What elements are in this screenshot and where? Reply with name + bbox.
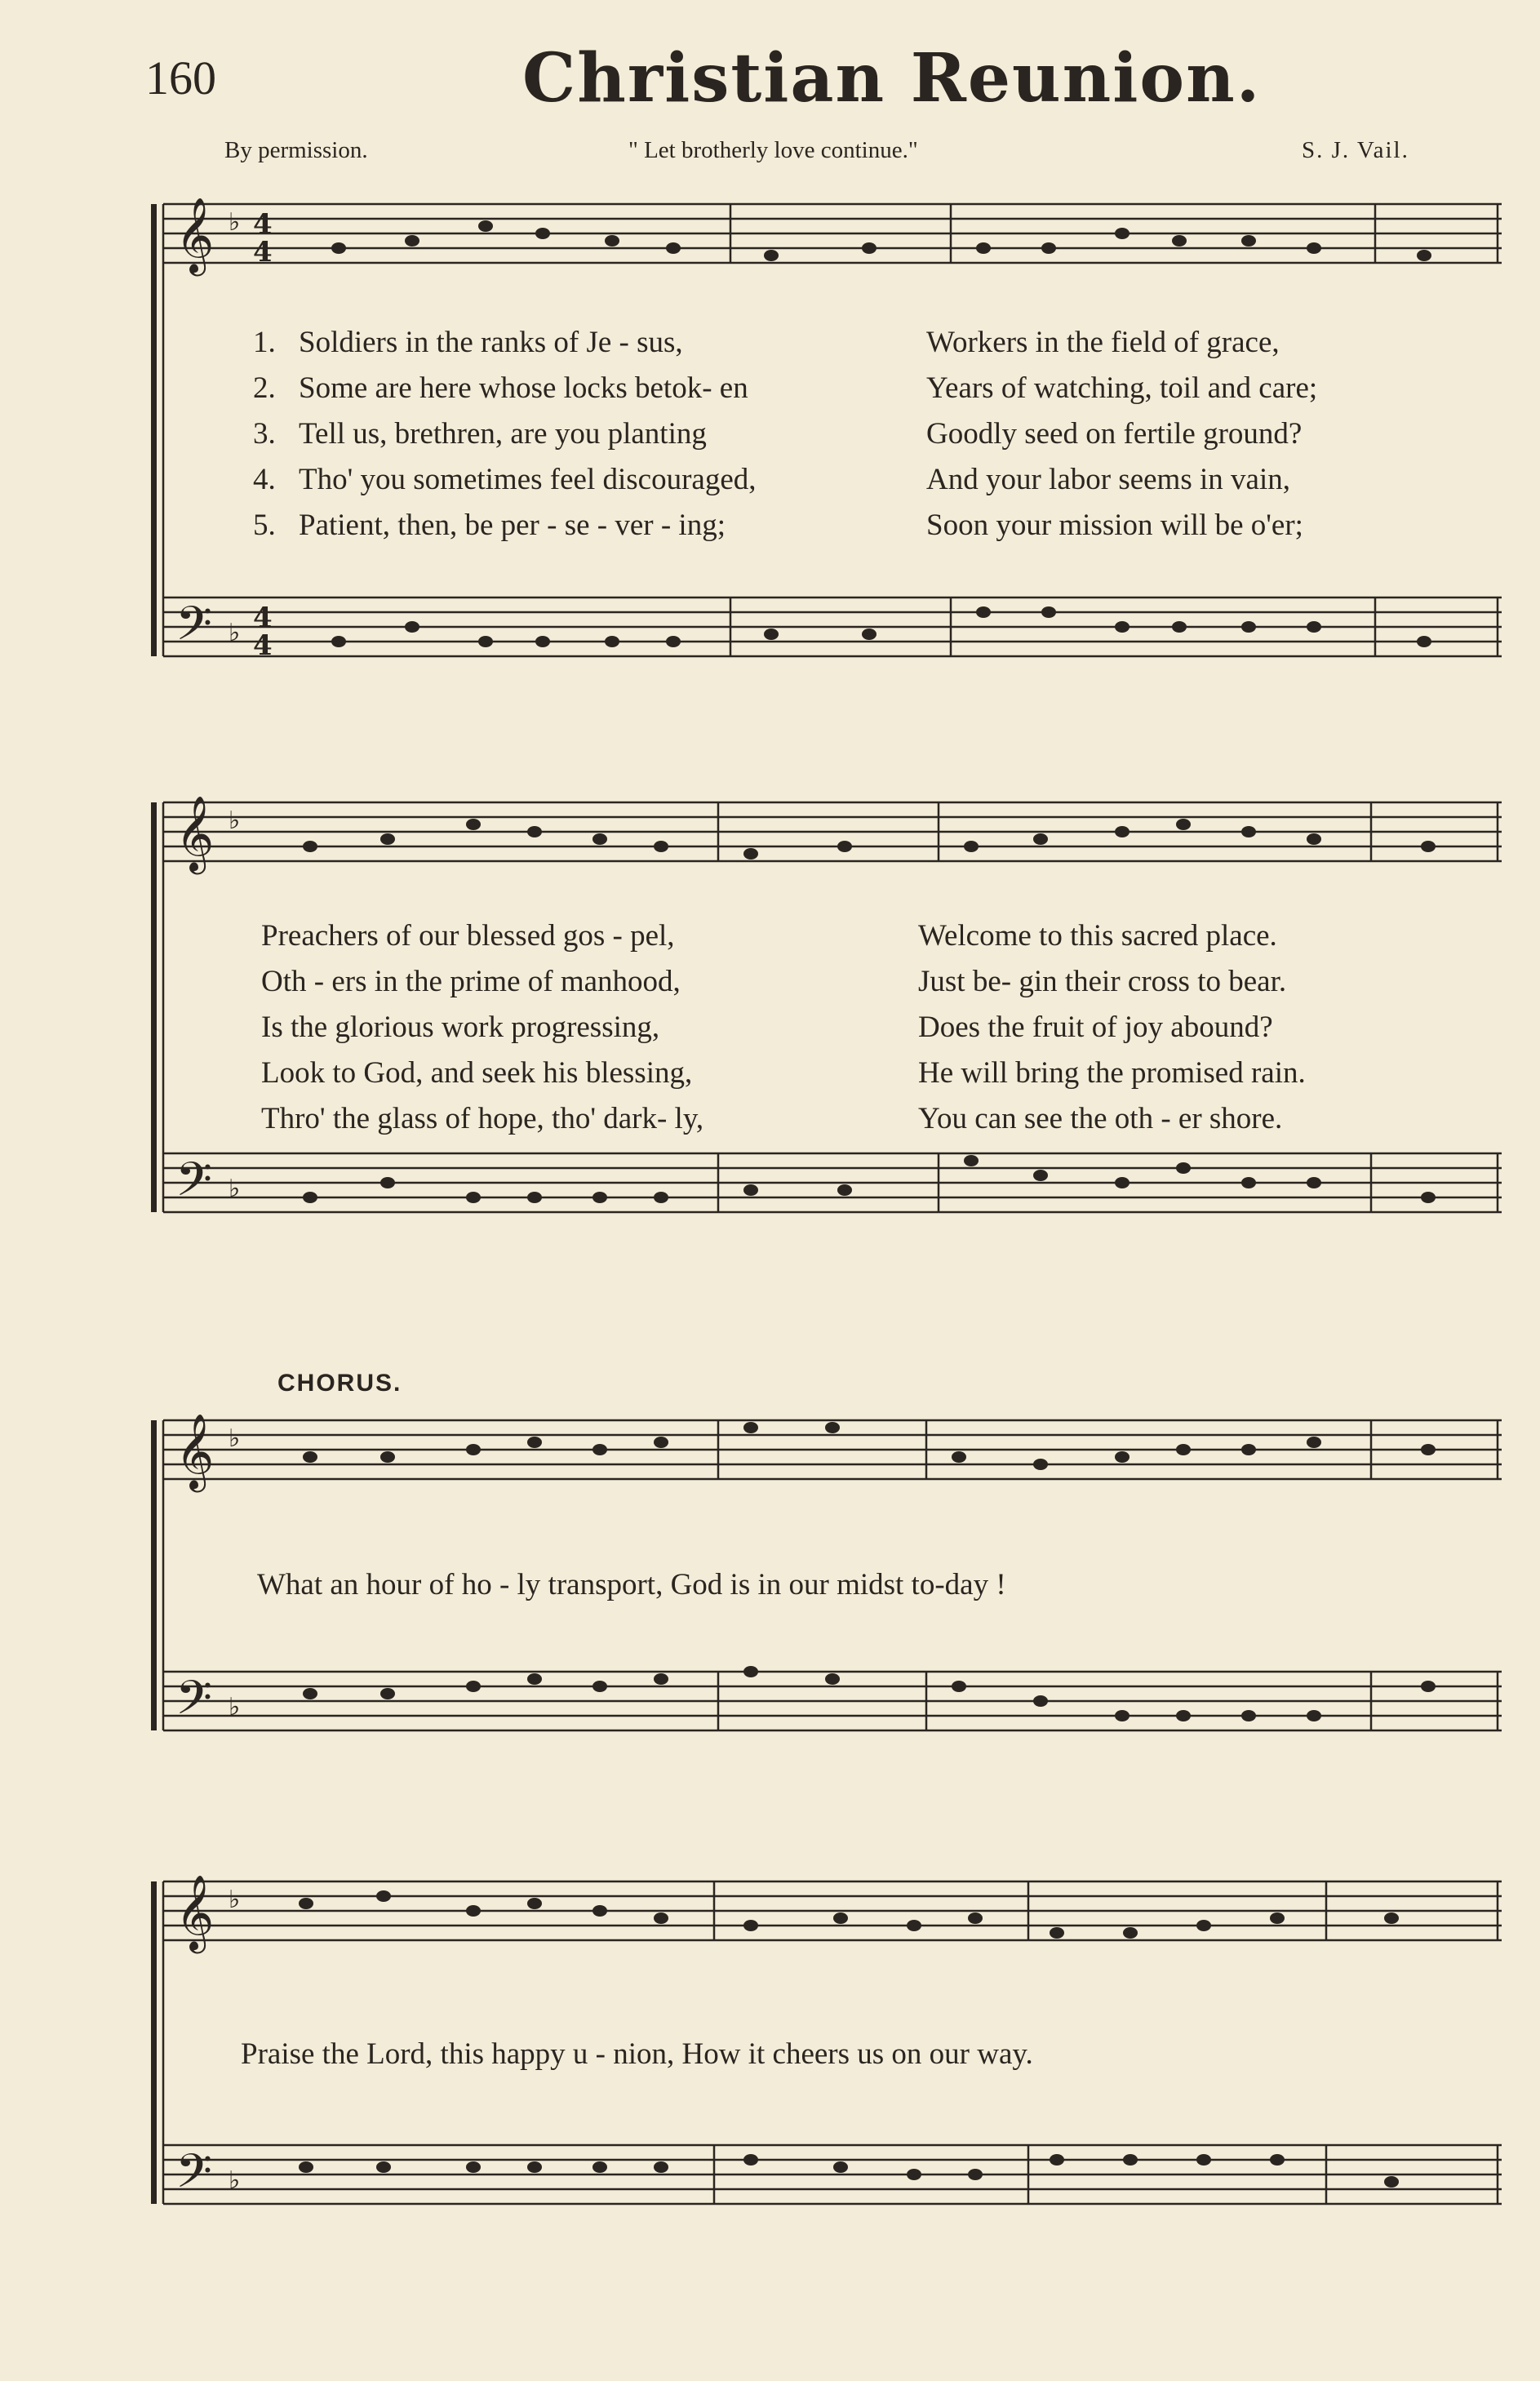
svg-text:𝄢: 𝄢 xyxy=(175,1152,213,1219)
verse-line xyxy=(253,416,707,451)
system-brace xyxy=(151,204,157,656)
verse-number: 4. xyxy=(253,463,276,496)
system-brace xyxy=(151,802,157,1212)
music-system-2 xyxy=(151,771,1506,1294)
verse-line xyxy=(253,508,726,543)
lyric-phrase-b: You can see the oth - er shore. xyxy=(918,1102,1283,1135)
lyric-phrase-b: Goodly seed on fertile ground? xyxy=(926,417,1303,451)
verse-line xyxy=(253,462,757,497)
lyric-phrase-b: Just be- gin their cross to bear. xyxy=(918,965,1287,998)
chorus-system-1 xyxy=(151,1363,1506,1788)
svg-text:4: 4 xyxy=(253,629,273,662)
chorus-label: CHORUS. xyxy=(277,1370,402,1397)
lyric-phrase-a: Oth - ers in the prime of manhood, xyxy=(261,965,681,998)
svg-text:𝄢: 𝄢 xyxy=(175,596,213,663)
svg-text:𝄞: 𝄞 xyxy=(175,1874,215,1950)
lyric-phrase-b: Does the fruit of joy abound? xyxy=(918,1011,1273,1044)
lyric-phrase-a: Preachers of our blessed gos - pel, xyxy=(261,919,675,953)
svg-text:𝄢: 𝄢 xyxy=(175,1670,213,1737)
lyric-phrase-a: Tell us, brethren, are you planting xyxy=(299,417,707,451)
scripture-motto: " Let brotherly love continue." xyxy=(628,137,918,163)
svg-text:4: 4 xyxy=(253,602,273,634)
lyric-phrase-a: Soldiers in the ranks of Je - sus, xyxy=(299,326,683,359)
svg-text:♭: ♭ xyxy=(229,1175,241,1203)
svg-text:4: 4 xyxy=(253,208,273,241)
verse-number: 5. xyxy=(253,509,276,542)
page-number: 160 xyxy=(145,51,216,104)
svg-text:♭: ♭ xyxy=(229,208,241,237)
verse-number: 2. xyxy=(253,371,276,405)
lyric-phrase-a: Is the glorious work progressing, xyxy=(261,1011,660,1044)
lyric-phrase-b: Years of watching, toil and care; xyxy=(926,371,1318,405)
lyric-phrase-a: Look to God, and seek his blessing, xyxy=(261,1056,693,1090)
chorus-lyric-line-2: Praise the Lord, this happy u - nion, How it cheers us on our way. xyxy=(241,2037,1033,2071)
chorus-system-2 xyxy=(151,1837,1506,2261)
svg-text:♭: ♭ xyxy=(229,806,241,835)
lyric-phrase-a: Patient, then, be per - se - ver - ing; xyxy=(299,509,726,542)
lyric-phrase-b: And your labor seems in vain, xyxy=(926,463,1290,496)
lyric-phrase-a: Some are here whose locks betok- en xyxy=(299,371,748,405)
verse-line xyxy=(253,371,748,406)
svg-text:♭: ♭ xyxy=(229,1693,241,1721)
lyric-phrase-a: Tho' you sometimes feel discouraged, xyxy=(299,463,757,496)
svg-text:𝄞: 𝄞 xyxy=(175,197,215,273)
svg-text:𝄞: 𝄞 xyxy=(175,1413,215,1489)
music-system-1 xyxy=(151,180,1506,710)
hymn-title: Christian Reunion. xyxy=(522,39,1262,118)
svg-text:♭: ♭ xyxy=(229,1424,241,1453)
svg-text:♭: ♭ xyxy=(229,619,241,647)
svg-text:𝄢: 𝄢 xyxy=(175,2143,213,2210)
lyric-phrase-a: Thro' the glass of hope, tho' dark- ly, xyxy=(261,1102,704,1135)
svg-text:𝄞: 𝄞 xyxy=(175,795,215,871)
permission-note: By permission. xyxy=(224,137,368,163)
verse-number: 1. xyxy=(253,326,276,359)
svg-text:♭: ♭ xyxy=(229,1886,241,1914)
verse-line xyxy=(253,325,683,360)
chorus-lyric-line-1: What an hour of ho - ly transport, God is in our midst to-day ! xyxy=(257,1568,1006,1601)
lyric-phrase-b: He will bring the promised rain. xyxy=(918,1056,1306,1090)
verse-number: 3. xyxy=(253,417,276,451)
lyric-phrase-b: Welcome to this sacred place. xyxy=(918,919,1277,953)
lyric-phrase-b: Workers in the field of grace, xyxy=(926,326,1280,359)
composer-credit: S. J. Vail. xyxy=(1302,137,1409,163)
system-brace xyxy=(151,1420,157,1730)
system-brace xyxy=(151,1881,157,2204)
svg-text:4: 4 xyxy=(253,236,273,269)
svg-text:♭: ♭ xyxy=(229,2166,241,2195)
lyric-phrase-b: Soon your mission will be o'er; xyxy=(926,509,1303,542)
